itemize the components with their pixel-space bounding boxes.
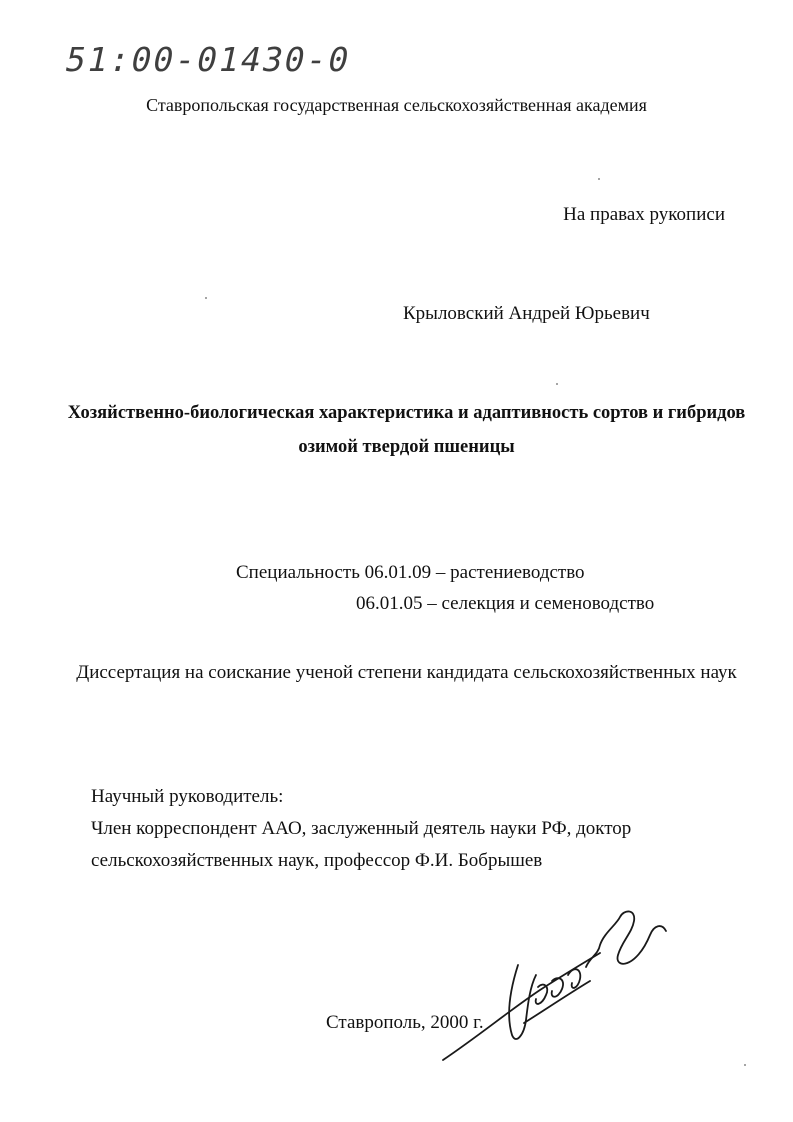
signature-flourish [586,911,666,967]
supervisor-details-line-1: Член корреспондент ААО, заслуженный деятель науки РФ, доктор [91,818,632,839]
paper-speck [744,1064,746,1066]
supervisor-details-line-2: сельскохозяйственных наук, профессор Ф.И. Бобрышев [91,850,543,871]
paper-speck [205,297,207,299]
handwritten-signature [440,895,690,1095]
archive-stamp-number: 51:00-01430-0 [61,40,355,79]
dissertation-title: Хозяйственно-биологическая характеристика и адаптивность сортов и гибридов озимой твердой пшеницы [67,403,746,457]
signature-cross-stroke [524,981,590,1023]
signature-loop-3 [568,969,580,988]
author-name: Крыловский Андрей Юрьевич [403,303,650,324]
paper-speck [556,383,558,385]
specialty-line-2: 06.01.05 – селекция и семеноводство [356,593,655,614]
institution-name: Ставропольская государственная сельскохозяйственная академия [146,95,647,115]
supervisor-label: Научный руководитель: [91,786,284,807]
dissertation-degree-note: Диссертация на соискание ученой степени кандидата сельскохозяйственных наук [76,662,737,683]
paper-speck [598,178,600,180]
place-and-year: Ставрополь, 2000 г. [326,1012,484,1033]
specialty-line-1: Специальность 06.01.09 – растениеводство [236,562,585,583]
manuscript-rights-note: На правах рукописи [563,204,725,225]
